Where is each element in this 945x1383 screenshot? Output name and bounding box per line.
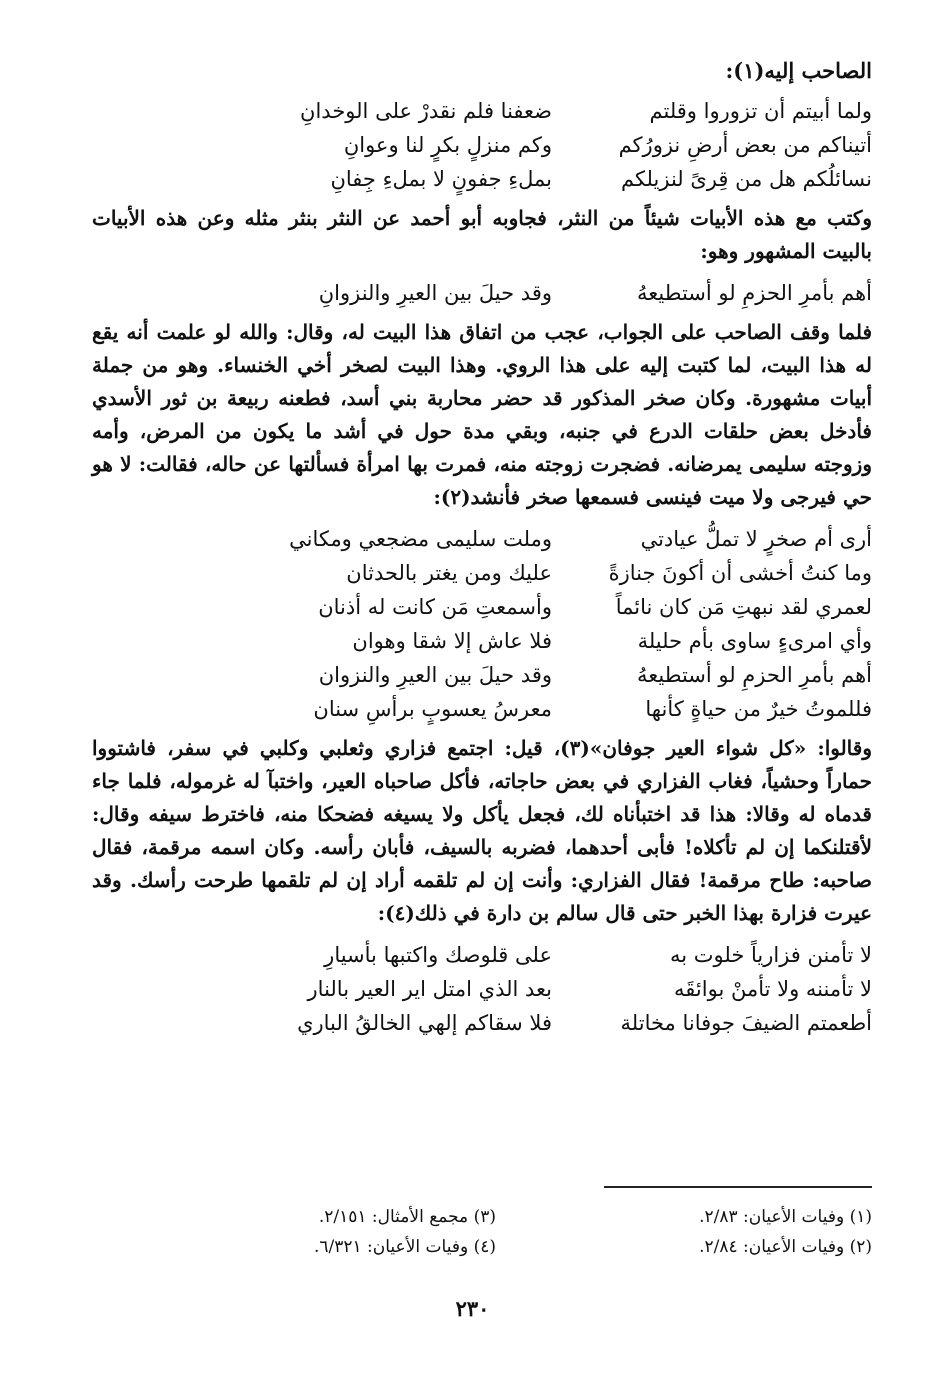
footnote-divider <box>604 1186 872 1188</box>
footnote-row <box>120 1202 872 1232</box>
footnote-item <box>120 1232 496 1262</box>
verse-second-hemistich: وملت سليمى مضجعي ومكاني <box>289 527 552 551</box>
verse-first-hemistich: لا تأمننه ولا تأمنْ بوائقَه <box>674 977 872 1001</box>
footnote-number: (٢) <box>849 1237 872 1257</box>
verse-second-hemistich: فلا سقاكم إلهي الخالقُ الباري <box>297 1011 552 1035</box>
verse-second-hemistich: بعد الذي امتل اير العير بالنار <box>307 977 552 1001</box>
verse-line <box>92 162 872 196</box>
verse-first-hemistich: أهم بأمرِ الحزمِ لو أستطيعهُ <box>636 281 872 305</box>
verse-second-hemistich: على قلوصك واكتبها بأسيارِ <box>324 943 552 967</box>
verse-first-hemistich: لعمري لقد نبهتِ مَن كان نائماً <box>615 595 872 619</box>
footnote-number: (٤) <box>473 1237 496 1257</box>
footnote-item <box>120 1202 496 1232</box>
footnotes <box>120 1202 872 1262</box>
footnote-number: (٣) <box>473 1207 496 1227</box>
poem-1 <box>92 94 872 196</box>
verse-first-hemistich: وما كنتُ أخشى أن أكونَ جنازةً <box>608 561 872 585</box>
page-body <box>92 56 872 1040</box>
verse-first-hemistich: أهم بأمرِ الحزمِ لو أستطيعهُ <box>636 663 872 687</box>
famous-verse <box>92 276 872 310</box>
verse-first-hemistich: أطعمتم الضيفَ جوفانا مخاتلة <box>620 1011 872 1035</box>
verse-second-hemistich: وقد حيلَ بين العيرِ والنزوانِ <box>318 281 552 305</box>
verse-first-hemistich: وأي امرىءٍ ساوى بأم حليلة <box>637 629 872 653</box>
verse-line <box>92 590 872 624</box>
verse-second-hemistich: ضعفنا فلم نقدرْ على الوخدانِ <box>300 99 552 123</box>
verse-second-hemistich: معرسُ يعسوبٍ برأسِ سنان <box>313 697 552 721</box>
poem-3 <box>92 938 872 1040</box>
verse-line <box>92 1006 872 1040</box>
page-number: ٢٣٠ <box>455 1296 490 1321</box>
footnote-row <box>120 1232 872 1262</box>
verse-line <box>92 938 872 972</box>
prose-paragraph-1: وكتب مع هذه الأبيات شيئاً من النثر، فجاوبه أبو أحمد عن النثر بنثر مثله وعن هذه الأبيات بالبيت المشهور وهو: <box>92 206 872 263</box>
footnote-text: وفيات الأعيان: ٢/٨٤. <box>699 1237 845 1257</box>
prose-paragraph-3: وقالوا: «كل شواء العير جوفان»(٣)، قيل: اجتمع فزاري وثعلبي وكلبي في سفر، فاشتووا حماراً وحشياً، فغاب الفزاري في بعض حاجاته، فأكل صاحباه العير، واختبآ له غرموله، فلما جاء قدماه له وقالا: هذا قد اختبأناه لك، فجعل يأكل ولا يسيغه فضحكا منه، فاخترط سيفه وقال: لأقتلنكما إن لم تأكلاه! فأبى أحدهما، فضربه بالسيف، فأبان رأسه. وكان اسمه مرقمة، فقال صاحبه: طاح مرقمة! فقال الفزاري: وأنت إن لم تلقمه أراد إن لم تلقمها طرحت رأسك. وقد عيرت فزارة بهذا الخبر حتى قال سالم بن دارة في ذلك(٤): <box>92 736 872 925</box>
verse-second-hemistich: عليك ومن يغتر بالحدثان <box>346 561 552 585</box>
verse-second-hemistich: وقد حيلَ بين العيرِ والنزوان <box>318 663 552 687</box>
verse-line <box>92 128 872 162</box>
footnote-text: مجمع الأمثال: ٢/١٥١. <box>318 1207 469 1227</box>
verse-line <box>92 276 872 310</box>
verse-first-hemistich: ولما أبيتم أن تزوروا وقلتم <box>649 99 872 123</box>
verse-first-hemistich: أتيناكم من بعض أرضِ نزورُكم <box>618 133 872 157</box>
prose-paragraph-2: فلما وقف الصاحب على الجواب، عجب من اتفاق هذا البيت له، وقال: والله لو علمت أنه يقع له هذا البيت، لما كتبت إليه على هذا الروي. وهذا البيت لصخر أخي الخنساء. وهو من جملة أبيات مشهورة. وكان صخر المذكور قد حضر محاربة بني أسد، فطعنه ربيعة بن ثور الأسدي فأدخل بعض حلقات الدرع في جنبه، وبقي مدة حول في أشد ما يكون من المرض، وأمه وزوجته سليمى يمرضانه. فضجرت زوجته منه، فمرت بها امرأة فسألتها عن حاله، فقالت: لا هو حي فيرجى ولا ميت فينسى فسمعها صخر فأنشد(٢): <box>92 320 872 509</box>
verse-line <box>92 94 872 128</box>
verse-first-hemistich: فللموتُ خيرٌ من حياةٍ كأنها <box>645 697 872 721</box>
poem-2 <box>92 522 872 726</box>
verse-line <box>92 972 872 1006</box>
footnote-item <box>496 1232 872 1262</box>
footnote-number: (١) <box>849 1207 872 1227</box>
verse-line <box>92 624 872 658</box>
verse-first-hemistich: نسائلُكم هل من قِرىً لنزيلكم <box>620 167 872 191</box>
verse-first-hemistich: أرى أم صخرٍ لا تملُّ عيادتي <box>640 527 872 551</box>
verse-line <box>92 658 872 692</box>
verse-line <box>92 692 872 726</box>
footnote-text: وفيات الأعيان: ٢/٨٣. <box>699 1207 845 1227</box>
verse-second-hemistich: وأسمعتِ مَن كانت له أذنان <box>318 595 552 619</box>
verse-line <box>92 522 872 556</box>
verse-second-hemistich: بملءِ جفونٍ لا بملءِ جِفانِ <box>330 167 552 191</box>
verse-second-hemistich: وكم منزلٍ بكرٍ لنا وعوانِ <box>343 133 552 157</box>
verse-first-hemistich: لا تأمنن فزارياً خلوت به <box>670 943 872 967</box>
footnote-item <box>496 1202 872 1232</box>
footnote-text: وفيات الأعيان: ٦/٣٢١. <box>313 1237 469 1257</box>
verse-second-hemistich: فلا عاش إلا شقا وهوان <box>352 629 552 653</box>
intro-line: الصاحب إليه(١): <box>725 58 872 83</box>
verse-line <box>92 556 872 590</box>
